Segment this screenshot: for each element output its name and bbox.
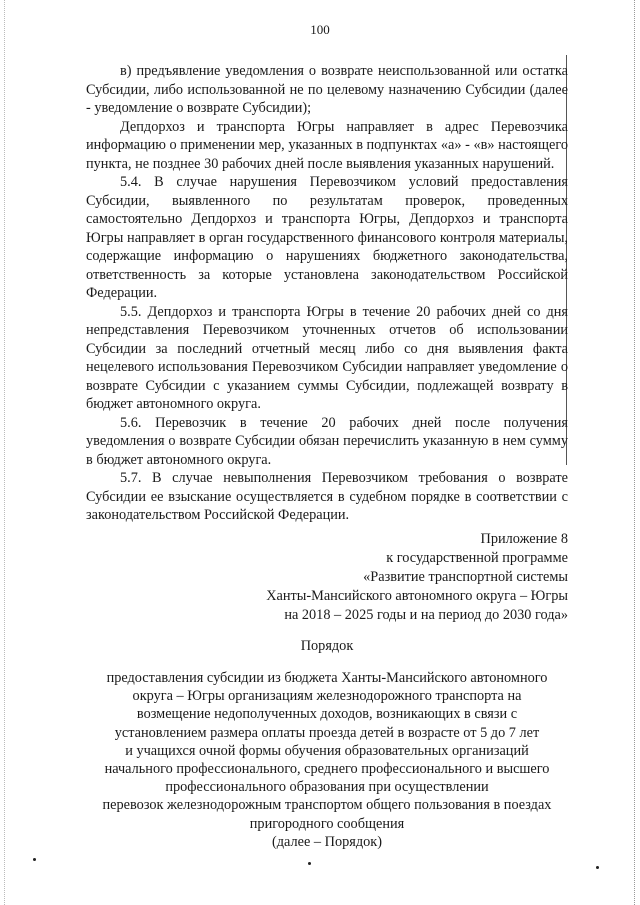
order-heading-line: начального профессионального, среднего профессионального и высшего	[104, 761, 550, 778]
order-heading-line: пригородного сообщения	[249, 815, 405, 832]
paragraph-5-6: 5.6. Перевозчик в течение 20 рабочих дней после получения уведомления о возврате Субсидии обязан перечислить указанную в нем сумму в бюджет автономного округа.	[86, 414, 568, 468]
order-heading-line: округа – Югры организациям железнодорожного транспорта на	[132, 688, 522, 705]
page-number: 100	[310, 22, 330, 37]
scan-speck	[596, 866, 599, 869]
scan-left-edge	[4, 0, 5, 905]
order-heading-line: (далее – Порядок)	[272, 833, 382, 850]
body-text	[86, 62, 568, 525]
appendix-header	[200, 530, 568, 625]
paragraph-depdorhoz-info: Депдорхоз и транспорта Югры направляет в адрес Перевозчика информацию о применении мер, указанных в подпунктах «а» - «в» настоящего пункта, не позднее 30 рабочих дней после выявления указанных нарушений.	[86, 118, 568, 172]
appendix-line: Ханты-Мансийского автономного округа – Югры	[266, 588, 568, 604]
order-heading-line: установлением размера оплаты проезда детей в возрасте от 5 до 7 лет	[114, 724, 540, 741]
order-heading-line: предоставления субсидии из бюджета Ханты-Мансийского автономного	[106, 670, 548, 686]
order-heading-line: перевозок железнодорожным транспортом общего пользования в поездах	[102, 797, 552, 814]
scan-speck	[33, 858, 36, 861]
paragraph-5-4: 5.4. В случае нарушения Перевозчиком условий предоставления Субсидии, выявленного по результатам проверок, проведенных самостоятельно Депдорхоз и транспорта Югры, Депдорхоз и транспорта Югры направляет в орган государственного финансового контроля материалы, содержащие информацию о нарушениях бюджетного законодательства, ответственность за которые установлена законодательством Российской Федерации.	[86, 174, 568, 301]
order-heading-line: профессионального образования при осуществлении	[165, 779, 489, 796]
appendix-line: «Развитие транспортной системы	[363, 569, 568, 585]
paragraph-5-7: 5.7. В случае невыполнения Перевозчиком требования о возврате Субсидии ее взыскание осуществляется в судебном порядке в соответствии с законодательством Российской Федерации.	[86, 470, 568, 523]
appendix-line: к государственной программе	[386, 550, 568, 566]
order-heading-line: и учащихся очной формы обучения образовательных организаций	[125, 742, 529, 759]
appendix-line: на 2018 – 2025 годы и на период до 2030 года»	[284, 607, 568, 623]
scan-speck	[308, 862, 311, 865]
order-heading	[86, 651, 568, 851]
paragraph-v: в) предъявление уведомления о возврате неиспользованной или остатка Субсидии, либо использованной не по целевому назначению Субсидии (далее - уведомление о возврате Субсидии);	[86, 63, 568, 116]
order-title: Порядок	[300, 638, 354, 654]
order-heading-line: возмещение недополученных доходов, возникающих в связи с	[136, 706, 518, 723]
paragraph-5-5: 5.5. Депдорхоз и транспорта Югры в течение 20 рабочих дней со дня непредставления Перевозчиком уточненных отчетов об использовании Субсидии за последний отчетный месяц либо со дня выявления факта нецелевого использования Перевозчиком Субсидии направляет уведомление о возврате Субсидии с указанием суммы Субсидии, подлежащей возврату в бюджет автономного округа.	[86, 303, 568, 412]
appendix-line: Приложение 8	[480, 531, 568, 547]
scan-right-edge	[634, 0, 635, 905]
